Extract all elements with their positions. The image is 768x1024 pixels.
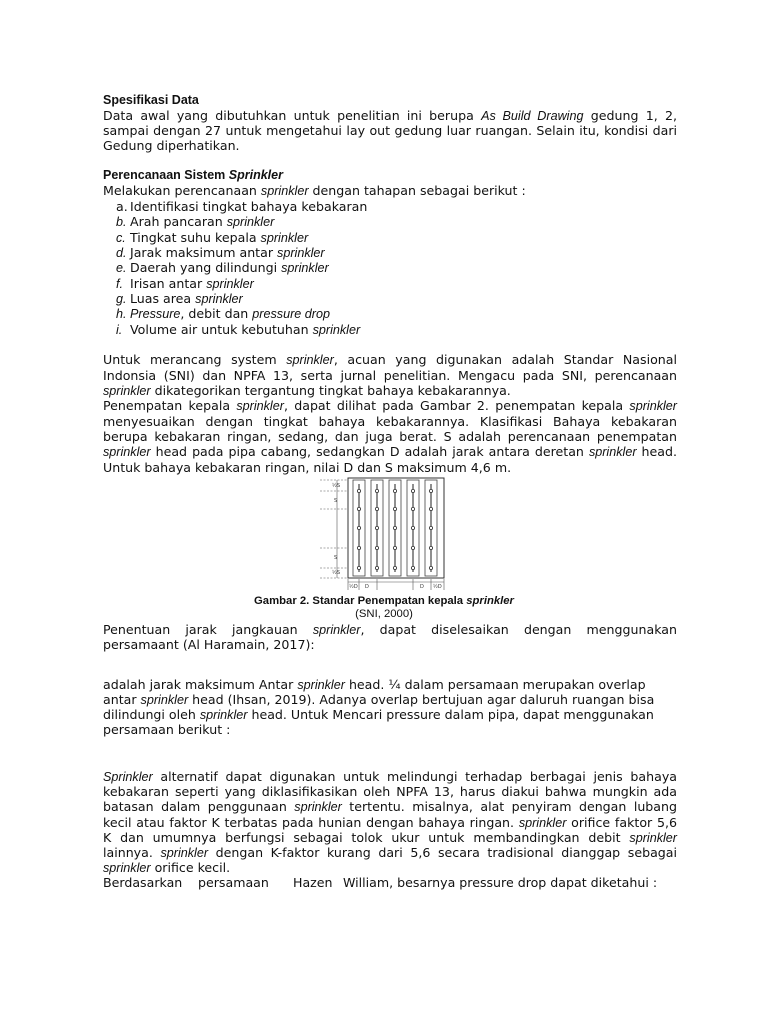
section-heading-perencanaan: Perencanaan Sistem Sprinkler bbox=[103, 168, 283, 182]
figure-label: ½D bbox=[349, 584, 358, 590]
figure-label: ½S bbox=[332, 483, 341, 489]
list-item: e. Daerah yang dilindungi sprinkler bbox=[116, 260, 329, 275]
paragraph-line: batasan dalam penggunaan sprinkler tertentu. misalnya, alat penyiram dengan lubang bbox=[103, 799, 677, 814]
paragraph-line: berupa kebakaran ringan, sedang, dan juga berat. S adalah perencanaan penempatan bbox=[103, 429, 677, 444]
paragraph-line: lainnya. sprinkler dengan K-faktor kurang dari 5,6 secara tradisional dianggap sebagai bbox=[103, 845, 678, 860]
figure-caption-source: (SNI, 2000) bbox=[355, 608, 413, 620]
figure-label: D bbox=[420, 584, 424, 590]
list-item: h. Pressure, debit dan pressure drop bbox=[116, 306, 330, 321]
paragraph-line: Untuk bahaya kebakaran ringan, nilai D dan S maksimum 4,6 m. bbox=[103, 460, 512, 475]
paragraph-line: Indonsia (SNI) dan NPFA 13, serta jurnal penelitian. Mengacu pada SNI, perencanaan bbox=[103, 368, 677, 383]
sprinkler-layout-figure bbox=[318, 476, 448, 592]
document-page: Spesifikasi Data Data awal yang dibutuhkan untuk penelitian ini berupa As Build Drawing gedung 1, 2, sampai dengan 27 untuk mengetahui lay out gedung luar ruangan. Selain itu, kondisi dari Gedung diperhatikan. Perencanaan Sistem Sprinkler Melakukan perencanaan sprinkler dengan tahapan sebagai berikut : a. Identifikasi tingkat bahaya kebakaran b. Arah pancaran sprinkler c. Tingkat suhu kepala sprinkler d. Jarak maksimum antar sprinkler e. Daerah yang dilindungi sprinkler f. Irisan antar sprinkler g. Luas area sprinkler h. Pressure, debit dan pressure drop i. Volume air untuk kebutuhan sprinkler Untuk merancang system sprinkler, acuan yang digunakan adalah Standar Nasional Indonsia (SNI) dan NPFA 13, serta jurnal penelitian. Mengacu pada SNI, perencanaan sprinkler dikategorikan tergantung tingkat bahaya kebakarannya. Penempatan kepala sprinkler, dapat dilihat pada Gambar 2. penempatan kepala sprinkler menyesuaikan dengan tingkat bahaya kebakarannya. Klasifikasi Bahaya kebakaran berupa kebakaran ringan, sedang, dan juga berat. S adalah perencanaan penempatan sprinkler head pada pipa cabang, sedangkan D adalah jarak antara deretan sprinkler head. Untuk bahaya kebakaran ringan, nilai D dan S maksimum 4,6 m. ½S S S ½S ½D D D ½D Gambar 2. Standar Penempatan kepala sprinkler (SNI, 2000) Penentuan jarak jangkauan sprinkler, dapat diselesaikan dengan menggunakan persamaant (Al Haramain, 2017): adalah jarak maksimum Antar sprinkler head. ¼ dalam persamaan merupakan overlap antar sprinkler head (Ihsan, 2019). Adanya overlap bertujuan agar daluruh ruangan bisa dilindungi oleh sprinkler head. Untuk Mencari pressure dalam pipa, dapat menggunakan persamaan berikut : Sprinkler alternatif dapat digunakan untuk melindungi terhadap berbagai jenis bahaya kebakaran seperti yang diklasifikasikan oleh NPFA 13, harus diakui bahwa mungkin ada batasan dalam penggunaan sprinkler tertentu. misalnya, alat penyiram dengan lubang kecil atau faktor K terbatas pada hunian dengan bahaya ringan. sprinkler orifice faktor 5,6 K dan umumnya berfungsi sebagai tolok ukur untuk membandingkan debit sprinkler lainnya. sprinkler dengan K-faktor kurang dari 5,6 secara tradisional dianggap sebagai sprinkler orifice kecil. Berdasarkan persamaan Hazen William, besarnya pressure drop dapat diketahui : bbox=[0, 0, 768, 1024]
paragraph-line: dilindungi oleh sprinkler head. Untuk Mencari pressure dalam pipa, dapat menggunakan bbox=[103, 707, 654, 722]
paragraph-line: Penempatan kepala sprinkler, dapat dilihat pada Gambar 2. penempatan kepala sprinkler bbox=[103, 398, 677, 413]
paragraph-line: Gedung diperhatikan. bbox=[103, 138, 240, 153]
paragraph-line: K dan umumnya berfungsi sebagai tolok ukur untuk membandingkan debit sprinkler bbox=[103, 830, 677, 845]
list-item: i. Volume air untuk kebutuhan sprinkler bbox=[116, 322, 361, 337]
figure-label: S bbox=[334, 555, 338, 561]
paragraph-line: Untuk merancang system sprinkler, acuan yang digunakan adalah Standar Nasional bbox=[103, 352, 677, 367]
paragraph-line: Penentuan jarak jangkauan sprinkler, dapat diselesaikan dengan menggunakan bbox=[103, 622, 677, 637]
list-item: f. Irisan antar sprinkler bbox=[116, 276, 254, 291]
paragraph-line: sprinkler head pada pipa cabang, sedangkan D adalah jarak antara deretan sprinkler head. bbox=[103, 444, 677, 459]
figure-label: ½S bbox=[332, 570, 341, 576]
list-item: d. Jarak maksimum antar sprinkler bbox=[116, 245, 325, 260]
list-item: a. Identifikasi tingkat bahaya kebakaran bbox=[116, 199, 368, 214]
paragraph-line: persamaan berikut : bbox=[103, 722, 231, 737]
paragraph-line: kecil atau faktor K terbatas pada hunian dengan bahaya ringan. sprinkler orifice faktor 5,6 bbox=[103, 815, 677, 830]
paragraph-line: Sprinkler alternatif dapat digunakan untuk melindungi terhadap berbagai jenis bahaya bbox=[103, 769, 677, 784]
figure-label: S bbox=[334, 498, 338, 504]
paragraph-line: kebakaran seperti yang diklasifikasikan oleh NPFA 13, harus diakui bahwa mungkin ada bbox=[103, 784, 677, 799]
paragraph-line: persamaant (Al Haramain, 2017): bbox=[103, 637, 315, 652]
paragraph-line: antar sprinkler head (Ihsan, 2019). Adanya overlap bertujuan agar daluruh ruangan bisa bbox=[103, 692, 655, 707]
paragraph-line: sprinkler orifice kecil. bbox=[103, 860, 231, 875]
list-item: b. Arah pancaran sprinkler bbox=[116, 214, 275, 229]
paragraph-line: menyesuaikan dengan tingkat bahaya kebakarannya. Klasifikasi Bahaya kebakaran bbox=[103, 414, 677, 429]
figure-label: ½D bbox=[433, 584, 442, 590]
paragraph-line: Data awal yang dibutuhkan untuk penelitian ini berupa As Build Drawing gedung 1, 2, bbox=[103, 108, 677, 123]
paragraph-line: Melakukan perencanaan sprinkler dengan tahapan sebagai berikut : bbox=[103, 183, 526, 198]
paragraph-line: sprinkler dikategorikan tergantung tingkat bahaya kebakarannya. bbox=[103, 383, 511, 398]
paragraph-line: sampai dengan 27 untuk mengetahui lay out gedung luar ruangan. Selain itu, kondisi dari bbox=[103, 123, 677, 138]
list-item: c. Tingkat suhu kepala sprinkler bbox=[116, 230, 309, 245]
section-heading-spesifikasi: Spesifikasi Data bbox=[103, 93, 199, 107]
paragraph-line: adalah jarak maksimum Antar sprinkler head. ¼ dalam persamaan merupakan overlap bbox=[103, 677, 646, 692]
list-item: g. Luas area sprinkler bbox=[116, 291, 243, 306]
figure-label: D bbox=[365, 584, 369, 590]
figure-caption: Gambar 2. Standar Penempatan kepala sprinkler bbox=[254, 595, 514, 607]
